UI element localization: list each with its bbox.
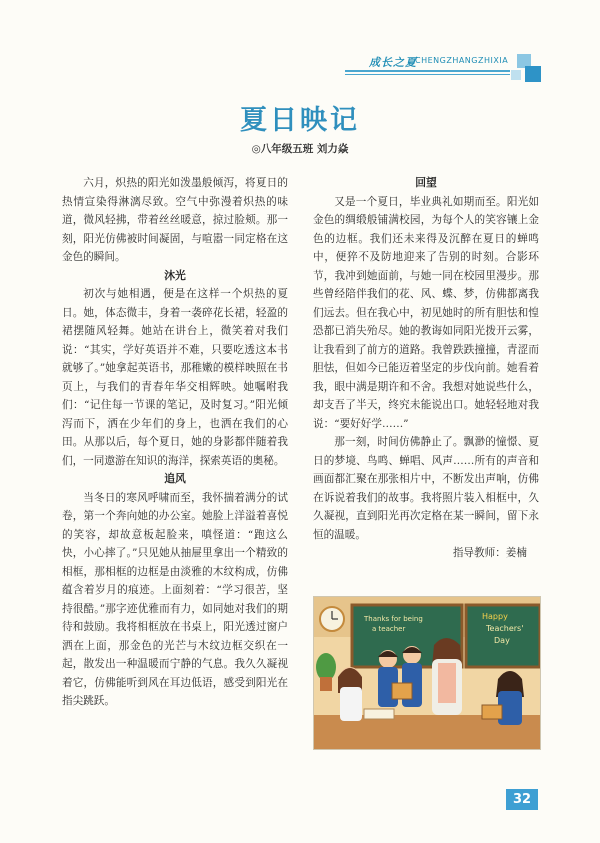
paragraph: 当冬日的寒风呼啸而至，我怀揣着满分的试卷，第一个奔向她的办公室。她脸上洋溢着喜悦的笑容，却故意板起脸来，嗔怪道：“跑这么快，小心摔了。”只见她从抽屉里拿出一个精致的相框，那相框的边框是由淡雅的木纹构成，仿佛蕴含着岁月的痕迹。上面刻着：“学习很苦，坚持很酷。”那字迹优雅而有力，如同她对我们的期待和鼓励。我将相框放在书桌上，阳光透过窗户洒在上面，那金色的光芒与木纹边框交织在一起，散发出一种温暖而宁静的气息。我久久凝视着它，仿佛能听到风在耳边低语，感受到阳光在指尖跳跃。 (62, 491, 288, 707)
board-text: Thanks for being (364, 615, 423, 623)
section-pinyin: CHENGZHANGZHIXIA (415, 56, 509, 65)
board-text: Day (494, 636, 510, 645)
board-text: Teachers' (486, 624, 524, 633)
teacher-credit: 指导教师：姜楠 (452, 547, 527, 559)
decorative-square (511, 70, 521, 80)
paragraph: 初次与她相遇，便是在这样一个炽热的夏日。她，体态微丰，身着一袭碎花长裙，轻盈的裙摆随风轻舞。她站在讲台上，微笑着对我们说：“其实，学好英语并不难，只要吃透这本书就够了。”她拿起英语书，那稚嫩的模样映照在书页上，与我们的青春年华交相辉映。她嘱咐我们：“记住每一节课的笔记，及时复习。”阳光倾泻而下，洒在少年们的身上，也洒在我们的心田。从那以后，每个夏日，她的身影都伴随着我们，一同遨游在知识的海洋，探索英语的奥秘。 (62, 288, 288, 467)
plant-icon (316, 653, 336, 681)
board-text: Happy (482, 612, 508, 621)
article-title: 夏日映记 (240, 105, 360, 136)
section-header (345, 52, 545, 82)
decorative-square (525, 66, 541, 82)
article-byline: ◎八年级五班 刘力焱 (251, 143, 349, 155)
section-heading: 回望 (415, 176, 437, 189)
book-icon (364, 709, 394, 719)
section-title: 成长之夏 (369, 56, 417, 69)
classroom-illustration (313, 596, 541, 750)
paragraph: 又是一个夏日，毕业典礼如期而至。阳光如金色的绸缎般铺满校园，为每个人的笑容镶上金色的边框。我们还未来得及沉醉在夏日的蝉鸣中，便猝不及防地迎来了告别的时刻。合影环节，我冲到她面前，与她一同在校园里漫步。那些曾经陪伴我们的花、风、蝶、梦，仿佛都离我们远去。但在我心中，初见她时的所有胆怯和惶恐都已消失殆尽。她的教诲如同阳光拨开云雾，让我看到了前方的道路。我曾跌跌撞撞，青涩而胆怯，但如今已能迈着坚定的步伐向前。她看着我，眼中满是期许和不舍。我想对她说些什么，却支吾了半天，终究未能说出口。她轻轻地对我说：“要好好学……” (313, 195, 539, 430)
intro-paragraph: 六月，炽热的阳光如泼墨般倾泻，将夏日的热情宣染得淋漓尽致。空气中弥漫着炽热的味道，微风轻拂，带着丝丝暖意，掠过脸颊。那一刻，阳光仿佛被时间凝固，与喧嚣一同定格在这金色的瞬间。 (62, 177, 288, 263)
illustration-svg (314, 597, 540, 749)
paragraph: 那一刻，时间仿佛静止了。飘渺的憧憬、夏日的梦境、鸟鸣、蝉唱、风声……所有的声音和画面都汇聚在那张相片中，不断发出声响，仿佛在诉说着我们的故事。我将照片装入相框中，久久凝视，直到阳光再次定格在某一瞬间，留下永恒的温暖。 (313, 436, 539, 541)
gift-box (392, 683, 412, 699)
board-text: a teacher (372, 625, 406, 633)
right-column (313, 174, 539, 563)
header-rule-thin (345, 74, 510, 75)
section-heading: 追风 (164, 472, 186, 485)
page-number: 32 (506, 789, 538, 810)
header-rule (345, 70, 510, 72)
section-heading: 沐光 (164, 268, 186, 282)
left-column (62, 174, 288, 711)
gift-box (482, 705, 502, 719)
